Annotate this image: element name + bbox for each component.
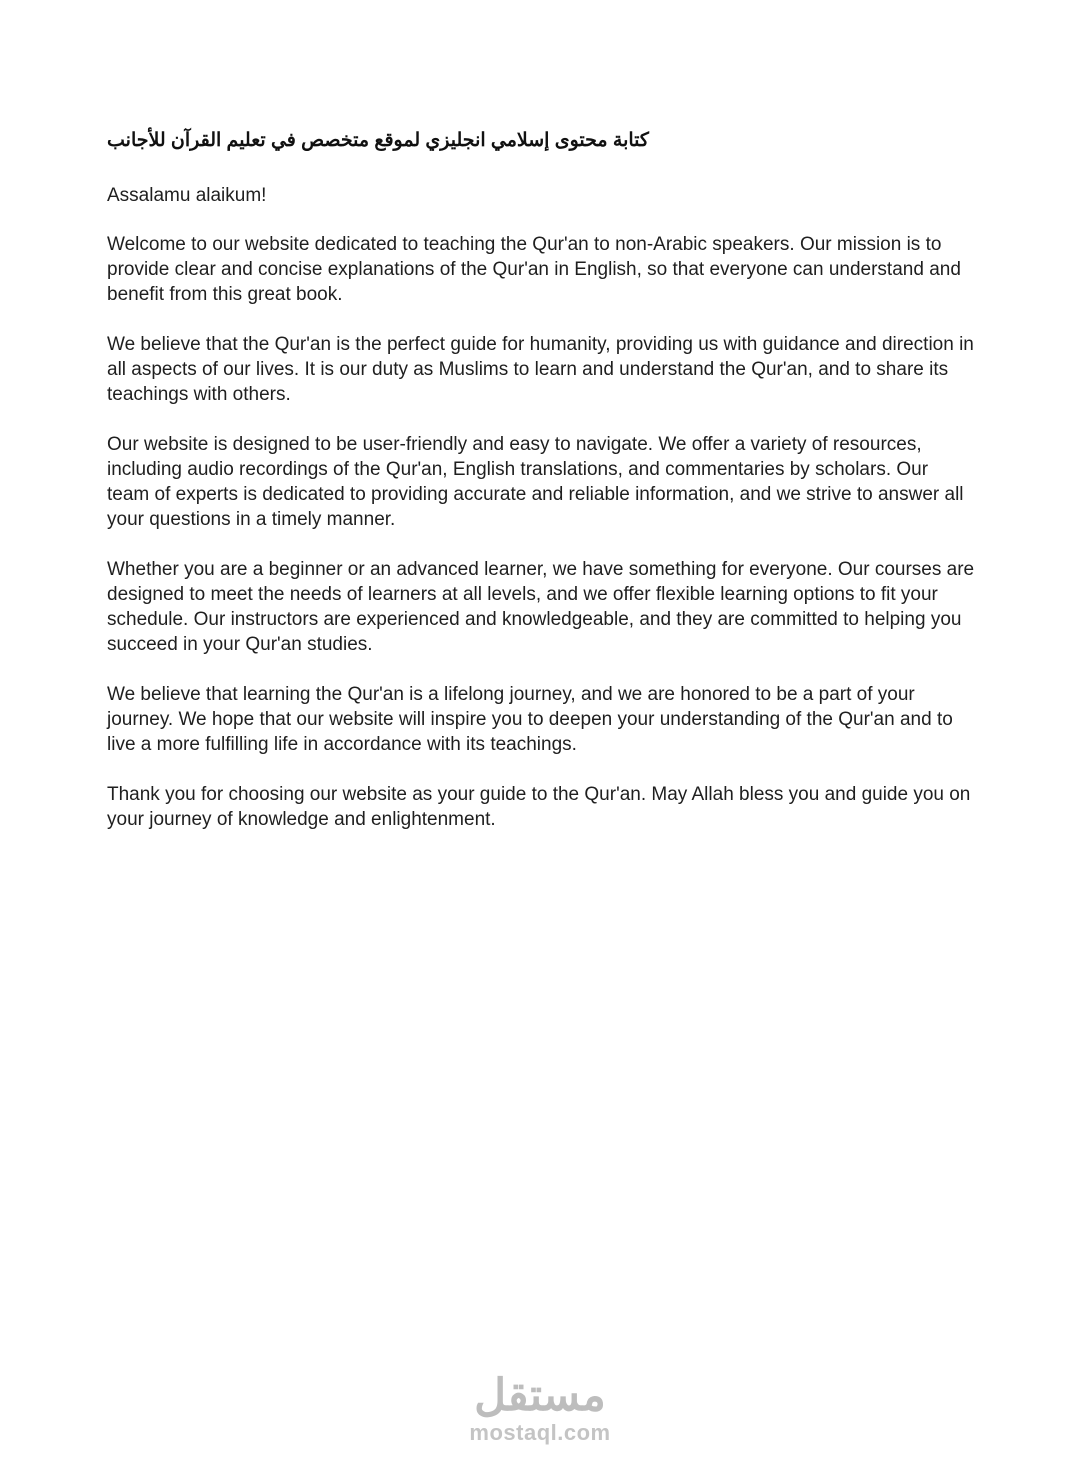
greeting-text: Assalamu alaikum! — [107, 184, 267, 206]
body-paragraph: Welcome to our website dedicated to teaching the Qur'an to non-Arabic speakers. Our mission is to provide clear and concise explanations of the Qur'an in English, so that everyone can understand and benefit from this great book. — [107, 234, 961, 306]
document-content — [107, 128, 975, 857]
mostaql-site-text: mostaql.com — [469, 1420, 611, 1445]
body-paragraph: Thank you for choosing our website as your guide to the Qur'an. May Allah bless you and guide you on your journey of knowledge and enlightenment. — [107, 784, 971, 831]
body-paragraph: We believe that learning the Qur'an is a lifelong journey, and we are honored to be a part of your journey. We hope that our website will inspire you to deepen your understanding of the Qur'an and to live a more fulfilling life in accordance with its teachings. — [107, 684, 953, 756]
document-title-arabic: كتابة محتوى إسلامي انجليزي لموقع متخصص في تعليم القرآن للأجانب — [107, 130, 649, 151]
body-paragraph: Our website is designed to be user-friendly and easy to navigate. We offer a variety of resources, including audio recordings of the Qur'an, English translations, and commentaries by scholars. Our team of experts is dedicated to providing accurate and reliable information, and we strive to answer all your questions in a timely manner. — [107, 434, 964, 531]
body-paragraph: We believe that the Qur'an is the perfect guide for humanity, providing us with guidance and direction in all aspects of our lives. It is our duty as Muslims to learn and understand the Qur'an, and to share its teachings with others. — [107, 334, 974, 406]
watermark — [0, 1371, 1080, 1446]
body-paragraph: Whether you are a beginner or an advanced learner, we have something for everyone. Our courses are designed to meet the needs of learners at all levels, and we offer flexible learning options to fit your schedule. Our instructors are experienced and knowledgeable, and they are committed to helping you succeed in your Qur'an studies. — [107, 559, 975, 656]
mostaql-logo-arabic: مستقل — [474, 1371, 606, 1420]
